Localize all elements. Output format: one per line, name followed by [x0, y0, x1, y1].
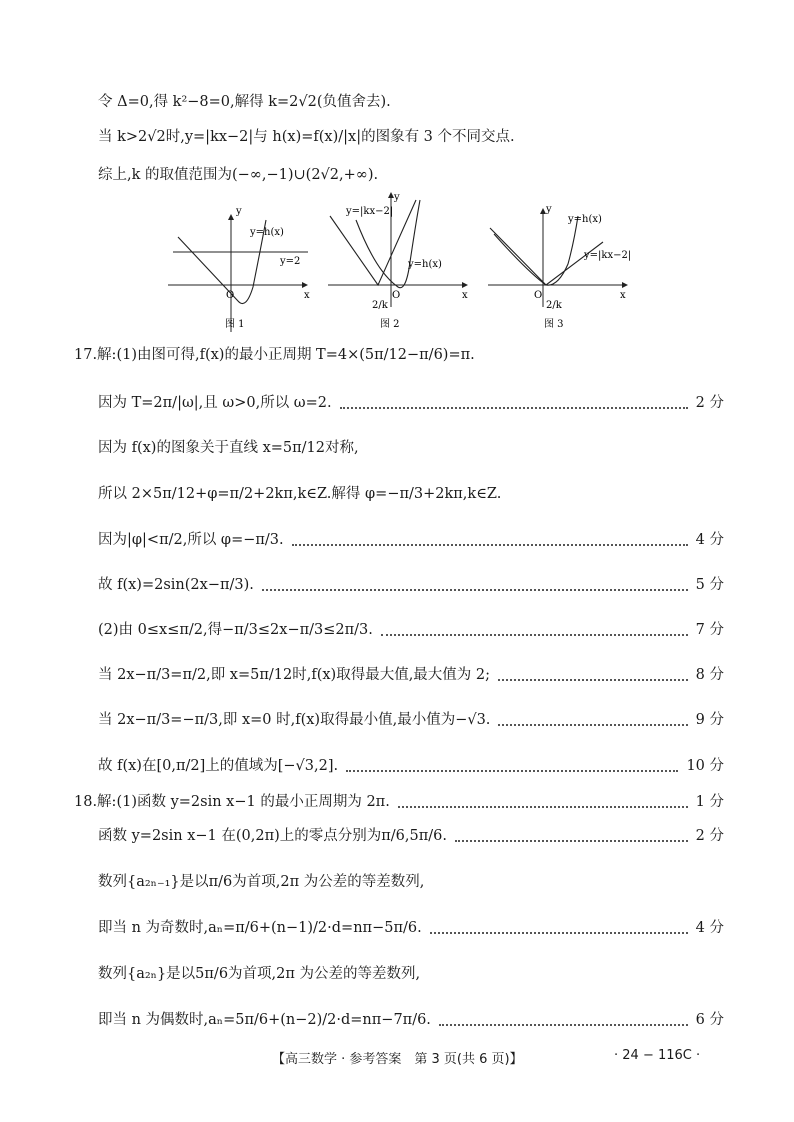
- footer-title: 【高三数学 · 参考答案 第 3 页(共 6 页)】: [272, 1052, 523, 1067]
- solution-line: [74, 345, 724, 365]
- fig3-curve-label: y=h(x): [568, 214, 602, 225]
- solution-text: 当 2x−π/3=π/2,即 x=5π/12时,f(x)取得最大值,最大值为 2;: [98, 667, 491, 683]
- solution-text: 当 2x−π/3=−π/3,即 x=0 时,f(x)取得最小值,最小值为−√3.: [98, 712, 491, 728]
- fig1-curve-label: y=h(x): [250, 227, 284, 238]
- score-mark: 8 分: [695, 667, 724, 683]
- solution-text: 因为|φ|<π/2,所以 φ=−π/3.: [98, 532, 284, 548]
- figure-2: [328, 192, 468, 332]
- solution-text: 17.解:(1)由图可得,f(x)的最小正周期 T=4×(5π/12−π/6)=π.: [74, 347, 475, 363]
- solution-line: [98, 438, 724, 458]
- solution-text: 18.解:(1)函数 y=2sin x−1 的最小正周期为 2π.: [74, 794, 390, 810]
- score-mark: 2 分: [695, 395, 724, 411]
- leader-dots: [340, 405, 688, 409]
- score-mark: 7 分: [695, 622, 724, 638]
- figure-strip: [160, 192, 630, 332]
- solution-text: 即当 n 为偶数时,aₙ=5π/6+(n−2)/2·d=nπ−7π/6.: [98, 1012, 431, 1028]
- fig3-line-label: y=|kx−2|: [584, 250, 632, 261]
- solution-line: [98, 484, 724, 504]
- fig1-x-arrow: [302, 282, 308, 288]
- figure-1: [168, 192, 308, 332]
- fig2-caption: 图 2: [380, 319, 400, 330]
- solution-text: 因为 T=2π/|ω|,且 ω>0,所以 ω=2.: [98, 395, 332, 411]
- fig1-origin: O: [226, 290, 235, 301]
- score-mark: 5 分: [695, 577, 724, 593]
- solution-line: [98, 165, 724, 185]
- solution-line: [98, 575, 724, 595]
- solution-line: [98, 620, 724, 640]
- fig3-y-label: y: [546, 204, 552, 215]
- solution-line: [74, 792, 724, 812]
- leader-dots: [439, 1022, 688, 1026]
- solution-text: 所以 2×5π/12+φ=π/2+2kπ,k∈Z.解得 φ=−π/3+2kπ,k∈Z.: [98, 486, 502, 502]
- solution-text: 当 k>2√2时,y=|kx−2|与 h(x)=f(x)/|x|的图象有 3 个不同交点.: [98, 129, 515, 145]
- solution-text: 因为 f(x)的图象关于直线 x=5π/12对称,: [98, 440, 359, 456]
- solution-text: 数列{a₂ₙ}是以5π/6为首项,2π 为公差的等差数列,: [98, 966, 421, 982]
- fig3-x-label: x: [620, 290, 626, 301]
- fig2-line-label: y=|kx−2|: [346, 206, 394, 217]
- solution-line: [98, 127, 724, 147]
- figure-3: [488, 192, 632, 332]
- leader-dots: [292, 542, 688, 546]
- footer-code: · 24 − 116C ·: [614, 1048, 701, 1063]
- fig1-x-label: x: [304, 290, 310, 301]
- fig3-tick-label: 2/k: [546, 300, 562, 311]
- solution-line: [98, 872, 724, 892]
- solution-text: 故 f(x)在[0,π/2]上的值域为[−√3,2].: [98, 758, 339, 774]
- leader-dots: [262, 587, 688, 591]
- solution-line: [98, 710, 724, 730]
- solution-text: (2)由 0≤x≤π/2,得−π/3≤2x−π/3≤2π/3.: [98, 622, 373, 638]
- solution-text: 令 Δ=0,得 k²−8=0,解得 k=2√2(负值舍去).: [98, 94, 391, 110]
- solution-line: [98, 918, 724, 938]
- fig2-y-label: y: [394, 192, 400, 203]
- solution-text: 数列{a₂ₙ₋₁}是以π/6为首项,2π 为公差的等差数列,: [98, 874, 425, 890]
- fig2-curve-label: y=h(x): [408, 259, 442, 270]
- score-mark: 9 分: [695, 712, 724, 728]
- solution-line: [98, 530, 724, 550]
- solution-line: [98, 1010, 724, 1030]
- score-mark: 4 分: [695, 920, 724, 936]
- leader-dots: [430, 930, 688, 934]
- solution-line: [98, 826, 724, 846]
- fig1-y-arrow: [228, 214, 234, 220]
- solution-line: [98, 964, 724, 984]
- solution-line: [98, 665, 724, 685]
- fig3-origin: O: [534, 290, 543, 301]
- score-mark: 2 分: [695, 828, 724, 844]
- score-mark: 1 分: [695, 794, 724, 810]
- solution-text: 故 f(x)=2sin(2x−π/3).: [98, 577, 254, 593]
- solution-text: 即当 n 为奇数时,aₙ=π/6+(n−1)/2·d=nπ−5π/6.: [98, 920, 422, 936]
- solution-text: 函数 y=2sin x−1 在(0,2π)上的零点分别为π/6,5π/6.: [98, 828, 447, 844]
- score-mark: 6 分: [695, 1012, 724, 1028]
- leader-dots: [398, 804, 688, 808]
- fig1-caption: 图 1: [225, 319, 245, 330]
- leader-dots: [455, 838, 688, 842]
- fig2-tick-label: 2/k: [372, 300, 388, 311]
- solution-line: [98, 393, 724, 413]
- fig3-x-arrow: [622, 282, 628, 288]
- page-footer: [0, 1048, 794, 1070]
- score-mark: 10 分: [686, 758, 724, 774]
- fig2-x-label: x: [462, 290, 468, 301]
- leader-dots: [498, 722, 687, 726]
- fig1-line-label: y=2: [280, 256, 301, 267]
- solution-text: 综上,k 的取值范围为(−∞,−1)∪(2√2,+∞).: [98, 167, 379, 183]
- score-mark: 4 分: [695, 532, 724, 548]
- solution-line: [98, 756, 724, 776]
- fig2-origin: O: [392, 290, 401, 301]
- leader-dots: [381, 632, 688, 636]
- solution-line: [98, 92, 724, 112]
- leader-dots: [498, 677, 688, 681]
- fig2-x-arrow: [462, 282, 468, 288]
- leader-dots: [346, 768, 678, 772]
- fig3-caption: 图 3: [544, 319, 564, 330]
- fig1-y-label: y: [236, 206, 242, 217]
